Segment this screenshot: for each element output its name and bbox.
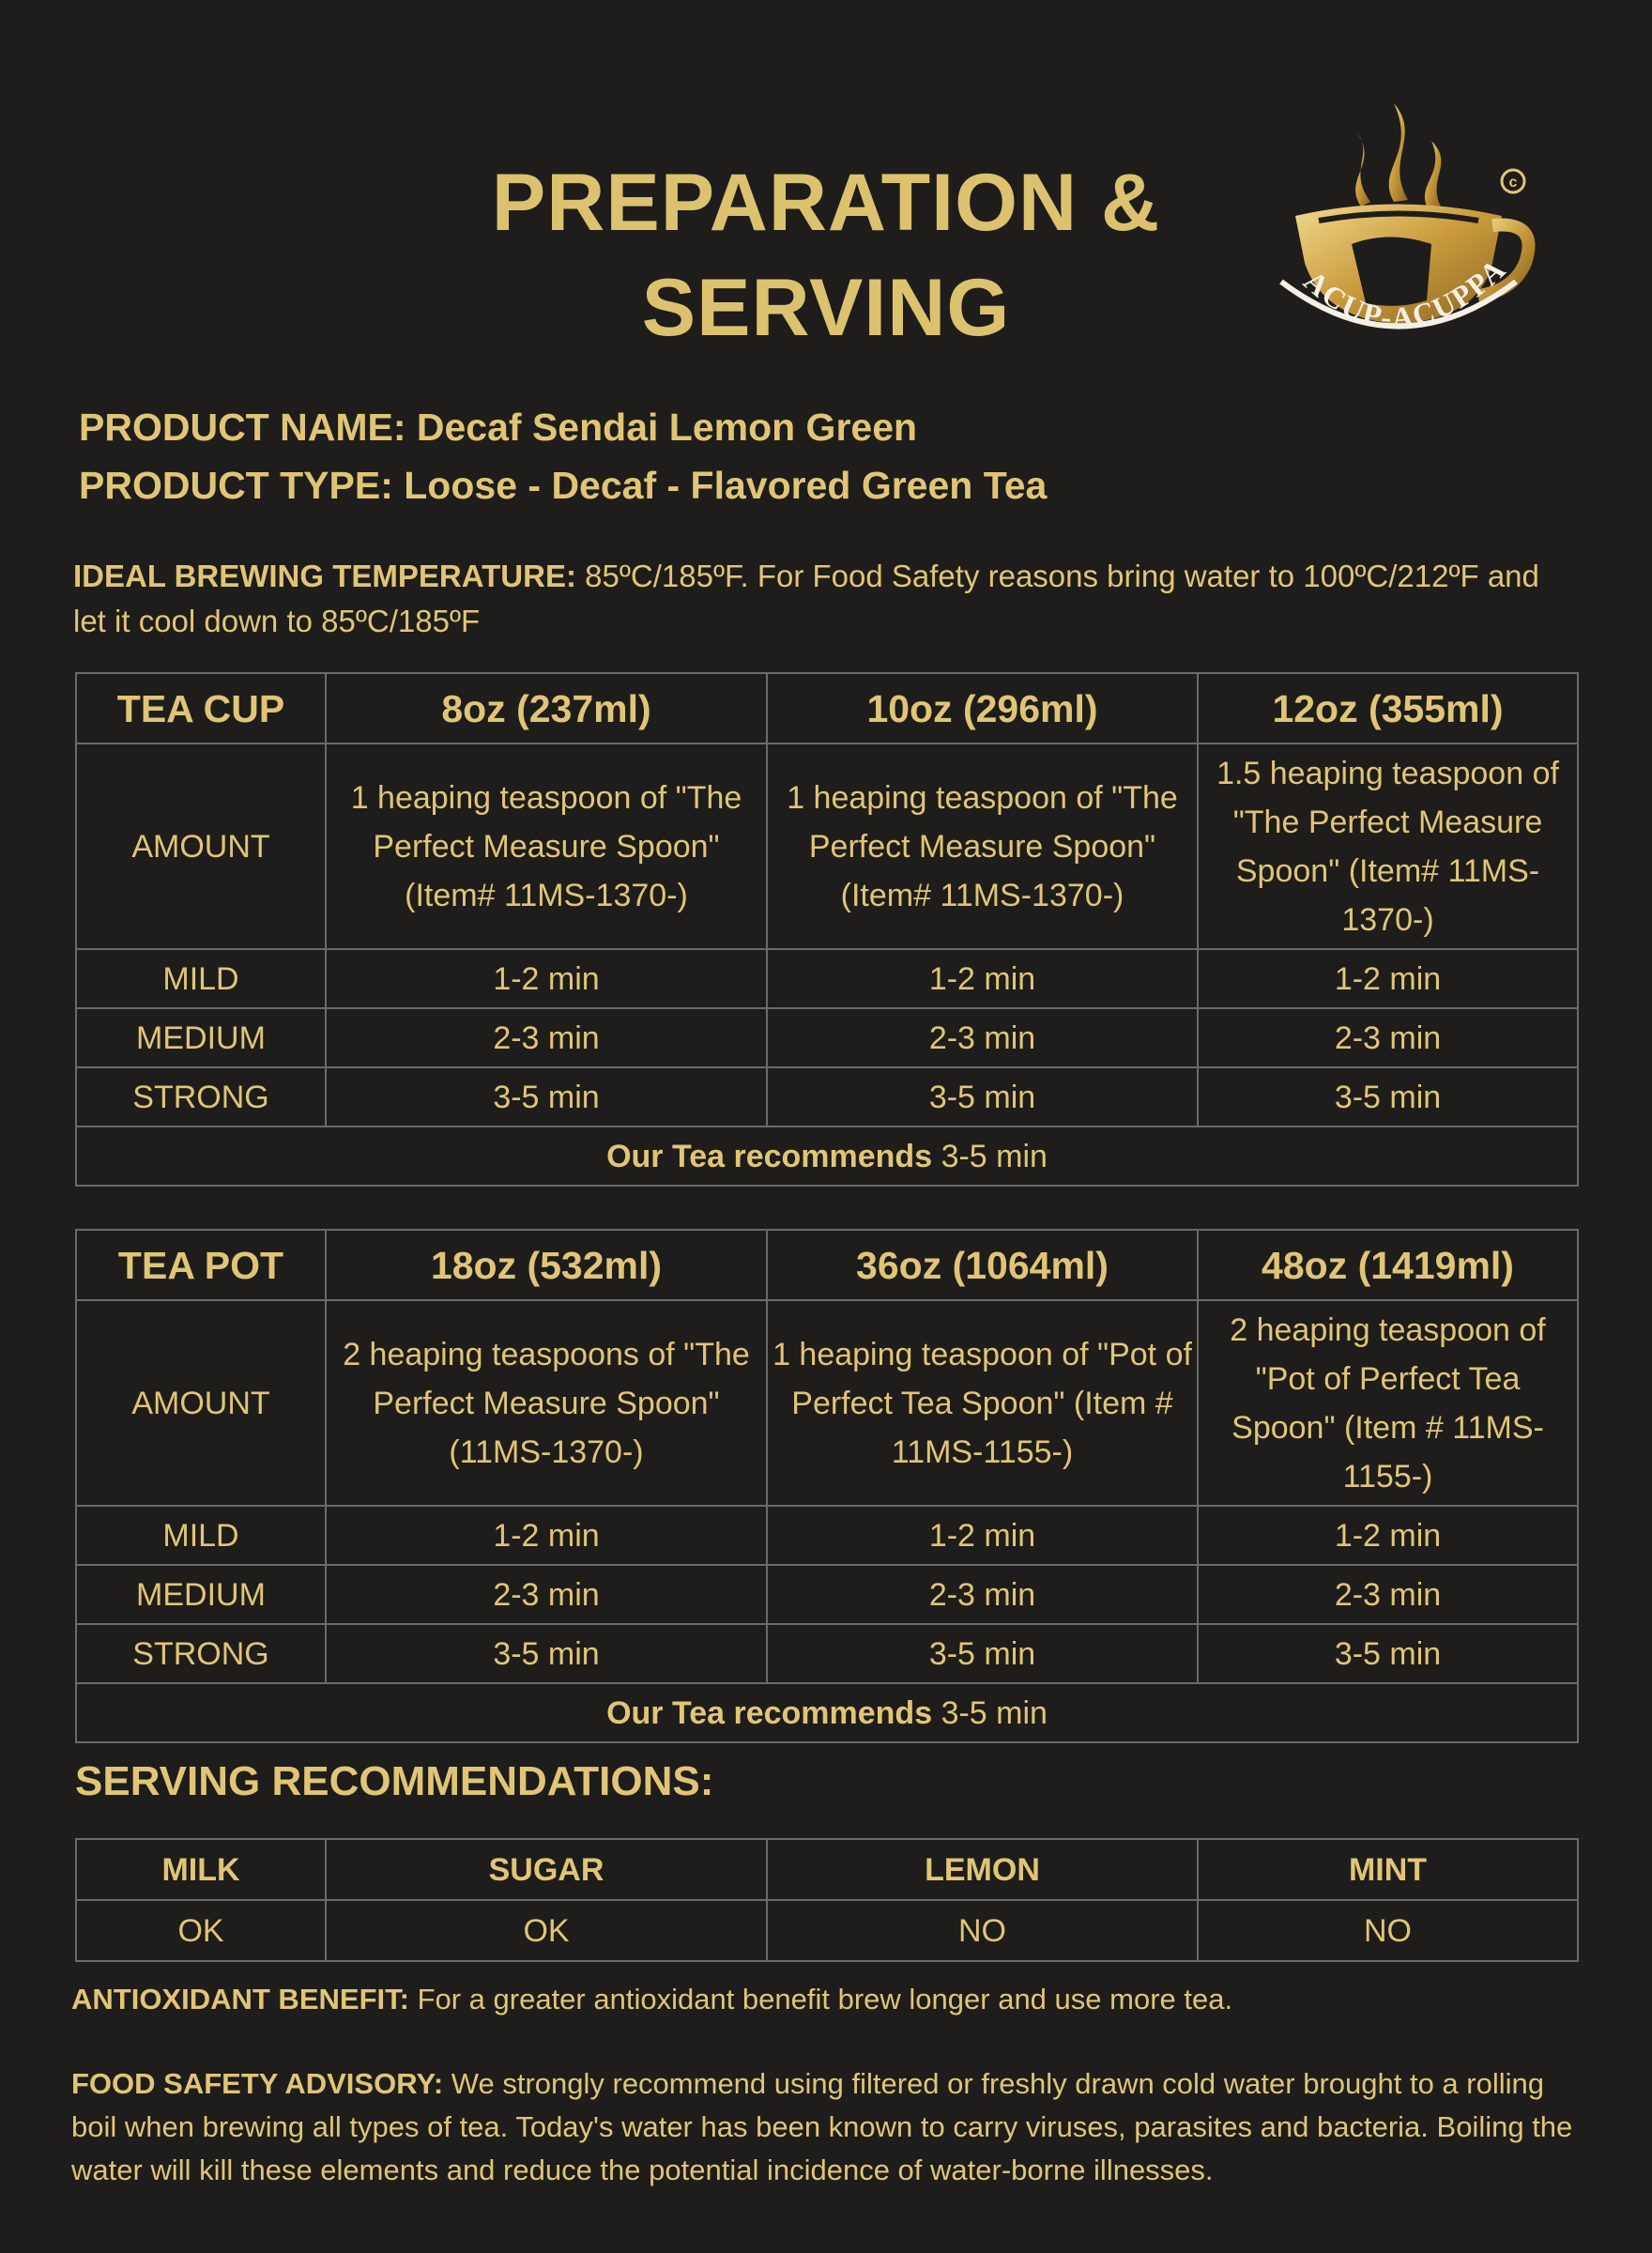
header-cell: 8oz (237ml) (326, 673, 767, 743)
logo-text: ACUP-ACUPPA (1297, 251, 1513, 335)
header-cell: 48oz (1419ml) (1198, 1230, 1578, 1300)
table-cell: 2-3 min (1198, 1008, 1578, 1067)
recommendation-cell: Our Tea recommends 3-5 min (76, 1126, 1578, 1186)
table-cell: 1-2 min (1198, 1506, 1578, 1565)
row-label: MEDIUM (76, 1565, 326, 1624)
table-cell: 1-2 min (767, 1506, 1198, 1565)
header-cell: SUGAR (326, 1839, 767, 1900)
serving-title: SERVING RECOMMENDATIONS: (75, 1758, 714, 1804)
table-header-row (76, 1230, 1578, 1300)
header-cell: 18oz (532ml) (326, 1230, 767, 1300)
row-label: AMOUNT (76, 1300, 326, 1506)
header-cell: 12oz (355ml) (1198, 673, 1578, 743)
table-cell: 1 heaping teaspoon of "The Perfect Measure Spoon" (Item# 11MS-1370-) (326, 743, 767, 949)
table-cell: 1-2 min (326, 949, 767, 1008)
food-safety-advisory: FOOD SAFETY ADVISORY: We strongly recommend using filtered or freshly drawn cold water brought to a rolling boil when brewing all types of tea. Today's water has been known to carry viruses, parasites and bacteria. Boiling the water will kill these elements and reduce the potential incidence of water-borne illnesses. (71, 2067, 1573, 2186)
header-cell: TEA POT (76, 1230, 326, 1300)
table-row (76, 1008, 1578, 1067)
table-cell: 2-3 min (767, 1008, 1198, 1067)
table-header-row (76, 673, 1578, 743)
tea-pot-table (75, 1229, 1579, 1743)
table-cell: 3-5 min (326, 1067, 767, 1126)
brewing-temperature: IDEAL BREWING TEMPERATURE: 85ºC/185ºF. For Food Safety reasons bring water to 100ºC/212ºF and let it cool down to 85ºC/185ºF (73, 559, 1539, 638)
table-cell: 3-5 min (1198, 1067, 1578, 1126)
row-label: MILD (76, 949, 326, 1008)
svg-text:c: c (1508, 175, 1518, 191)
table-cell: 2-3 min (326, 1008, 767, 1067)
recommendation-cell: Our Tea recommends 3-5 min (76, 1683, 1578, 1742)
tea-cup-steam-icon (1267, 89, 1549, 371)
table-row (76, 1300, 1578, 1506)
table-cell: 1 heaping teaspoon of "Pot of Perfect Tea Spoon" (Item # 11MS-1155-) (767, 1300, 1198, 1506)
product-type: PRODUCT TYPE: Loose - Decaf - Flavored Green Tea (79, 464, 1048, 507)
table-cell: 1-2 min (326, 1506, 767, 1565)
antioxidant-benefit: ANTIOXIDANT BENEFIT: For a greater antioxidant benefit brew longer and use more tea. (71, 1983, 1233, 2015)
table-row (76, 1565, 1578, 1624)
table-cell: 3-5 min (1198, 1624, 1578, 1683)
row-label: AMOUNT (76, 743, 326, 949)
header-cell: 36oz (1064ml) (767, 1230, 1198, 1300)
title-line-1: PREPARATION & (491, 158, 1161, 248)
product-name: PRODUCT NAME: Decaf Sendai Lemon Green (79, 406, 918, 449)
recommendation-row (76, 1683, 1578, 1742)
row-label: STRONG (76, 1624, 326, 1683)
header-cell: LEMON (767, 1839, 1198, 1900)
table-cell: 3-5 min (767, 1624, 1198, 1683)
table-cell: 2 heaping teaspoon of "Pot of Perfect Tea Spoon" (Item # 11MS-1155-) (1198, 1300, 1578, 1506)
page-title (394, 150, 1258, 360)
header-cell: TEA CUP (76, 673, 326, 743)
table-cell: 2-3 min (767, 1565, 1198, 1624)
table-row (76, 1900, 1578, 1961)
recommendation-row (76, 1126, 1578, 1186)
serving-table (75, 1838, 1579, 1962)
header-cell: MINT (1198, 1839, 1578, 1900)
table-cell: 2-3 min (1198, 1565, 1578, 1624)
table-row (76, 1067, 1578, 1126)
table-row (76, 1624, 1578, 1683)
title-line-2: SERVING (641, 263, 1011, 353)
row-label: STRONG (76, 1067, 326, 1126)
table-cell: 2-3 min (326, 1565, 767, 1624)
table-row (76, 743, 1578, 949)
table-row (76, 1506, 1578, 1565)
table-cell: 1 heaping teaspoon of "The Perfect Measure Spoon" (Item# 11MS-1370-) (767, 743, 1198, 949)
table-cell: 1.5 heaping teaspoon of "The Perfect Measure Spoon" (Item# 11MS-1370-) (1198, 743, 1578, 949)
table-cell: 1-2 min (767, 949, 1198, 1008)
table-header-row (76, 1839, 1578, 1900)
header-cell: MILK (76, 1839, 326, 1900)
table-cell: NO (1198, 1900, 1578, 1961)
table-cell: NO (767, 1900, 1198, 1961)
header-cell: 10oz (296ml) (767, 673, 1198, 743)
table-cell: 3-5 min (326, 1624, 767, 1683)
table-cell: 2 heaping teaspoons of "The Perfect Measure Spoon" (11MS-1370-) (326, 1300, 767, 1506)
table-cell: 3-5 min (767, 1067, 1198, 1126)
table-cell: OK (326, 1900, 767, 1961)
table-row (76, 949, 1578, 1008)
row-label: MILD (76, 1506, 326, 1565)
row-label: MEDIUM (76, 1008, 326, 1067)
table-cell: 1-2 min (1198, 949, 1578, 1008)
table-cell: OK (76, 1900, 326, 1961)
tea-cup-table (75, 672, 1579, 1187)
